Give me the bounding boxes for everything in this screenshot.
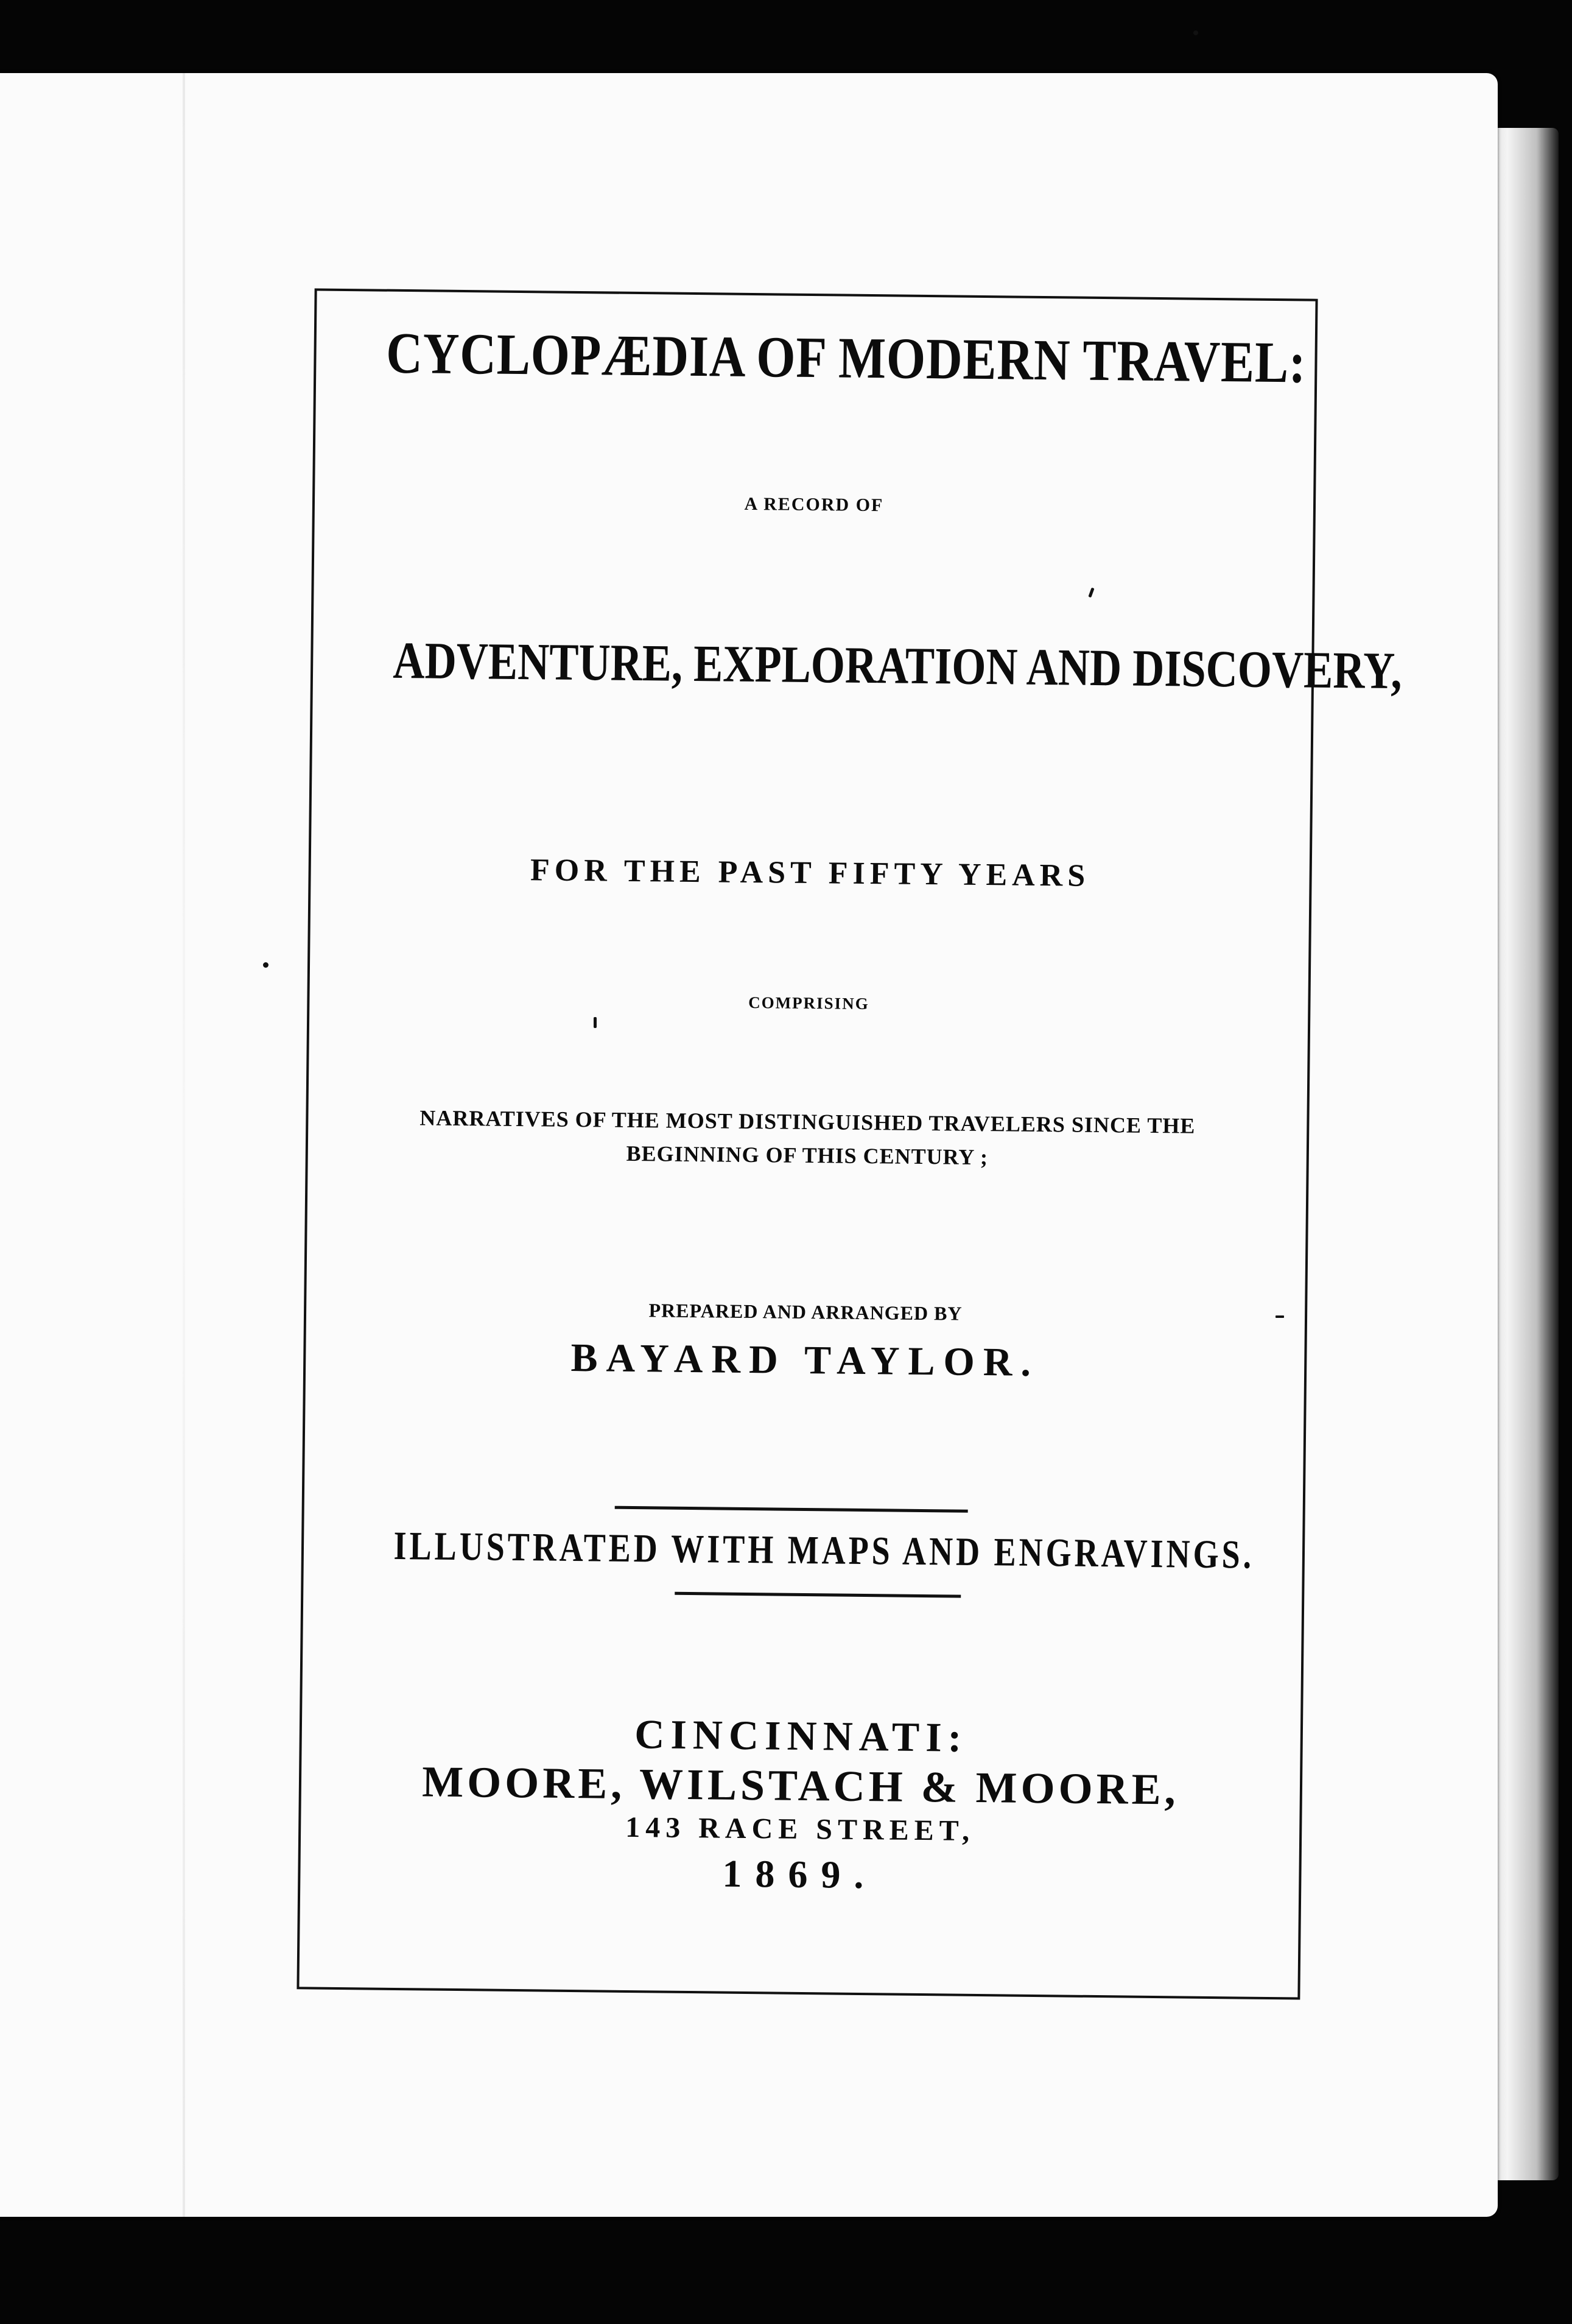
comprising-label: COMPRISING [748, 993, 869, 1013]
rule-below-illustrated [675, 1592, 961, 1598]
publisher-name: MOORE, WILSTACH & MOORE, [421, 1757, 1180, 1814]
record-of-label: A RECORD OF [744, 493, 884, 516]
scan-speck [1193, 30, 1198, 35]
illustrated-note: ILLUSTRATED WITH MAPS AND ENGRAVINGS. [393, 1523, 1255, 1577]
publication-year: 1869. [722, 1851, 877, 1897]
page-gutter [183, 73, 185, 2217]
period-heading: FOR THE PAST FIFTY YEARS [530, 853, 1090, 893]
narratives-line-1: NARRATIVES OF THE MOST DISTINGUISHED TRAVELERS SINCE THE [419, 1105, 1196, 1138]
title-frame-content [299, 290, 1403, 1997]
publication-city: CINCINNATI: [634, 1711, 968, 1761]
book-title: CYCLOPÆDIA OF MODERN TRAVEL: [385, 320, 1307, 395]
rule-above-illustrated [615, 1506, 968, 1513]
prepared-by-label: PREPARED AND ARRANGED BY [648, 1299, 963, 1325]
publisher-address: 143 RACE STREET, [625, 1811, 975, 1847]
title-frame [297, 288, 1403, 1999]
paper-speck [594, 1017, 597, 1028]
paper-speck [263, 962, 268, 968]
paper-speck [1275, 1315, 1284, 1318]
narratives-line-2: BEGINNING OF THIS CENTURY ; [626, 1141, 989, 1170]
author-name: BAYARD TAYLOR. [570, 1335, 1040, 1386]
subject-heading: ADVENTURE, EXPLORATION AND DISCOVERY, [392, 630, 1403, 700]
